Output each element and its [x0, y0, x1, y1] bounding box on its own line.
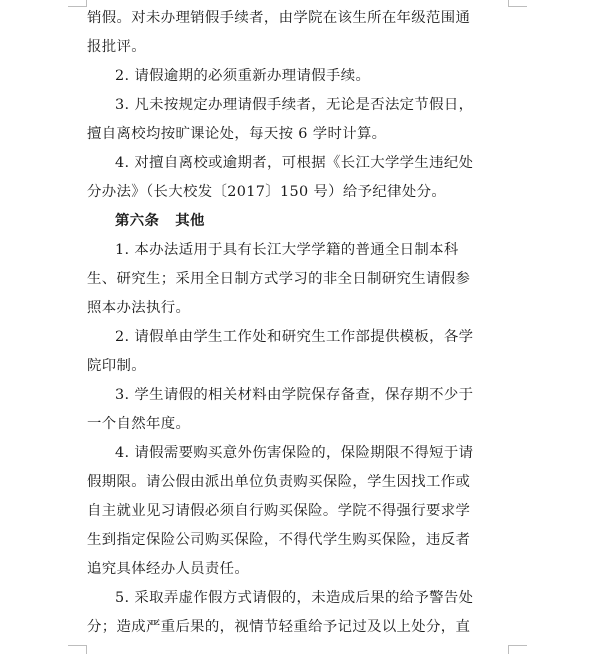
list-item-line: 1. 本办法适用于具有长江大学学籍的普通全日制本科 [115, 242, 459, 258]
paragraph-line: 自主就业见习请假必须自行购买保险。学院不得强行要求学 [87, 503, 471, 519]
paragraph-line: 照本办法执行。 [87, 300, 191, 316]
paragraph-line: 报批评。 [87, 39, 146, 55]
paragraph-line: 生到指定保险公司购买保险，不得代学生购买保险，违反者 [87, 532, 471, 548]
section-heading [87, 207, 507, 236]
paragraph-line: 销假。对未办理销假手续者，由学院在该生所在年级范围通 [87, 10, 471, 26]
list-item-line: 2. 请假单由学生工作处和研究生工作部提供模板，各学 [115, 329, 474, 345]
document-body [87, 4, 507, 642]
paragraph-line: 分办法》（长大校发〔2017〕150 号）给予纪律处分。 [87, 184, 447, 200]
list-item-line: 3. 凡未按规定办理请假手续者，无论是否法定节假日， [115, 97, 474, 113]
list-item-line: 2. 请假逾期的必须重新办理请假手续。 [115, 68, 371, 84]
section-number: 第六条 [115, 213, 160, 229]
list-item-line: 5. 采取弄虚作假方式请假的，未造成后果的给予警告处 [115, 590, 474, 606]
list-item-line: 3. 学生请假的相关材料由学院保存备查，保存期不少于 [115, 387, 474, 403]
paragraph-line: 生、研究生；采用全日制方式学习的非全日制研究生请假参 [87, 271, 471, 287]
crop-mark-top-right [508, 0, 527, 7]
paragraph-line: 追究具体经办人员责任。 [87, 561, 250, 577]
list-item-line: 4. 对擅自离校或逾期者，可根据《长江大学学生违纪处 [115, 155, 474, 171]
section-title: 其他 [175, 213, 205, 229]
paragraph-line: 擅自离校均按旷课论处，每天按 6 学时计算。 [87, 126, 387, 142]
list-item-line: 4. 请假需要购买意外伤害保险的，保险期限不得短于请 [115, 445, 474, 461]
paragraph-line: 分；造成严重后果的，视情节轻重给予记过及以上处分，直 [87, 619, 471, 635]
paragraph-line: 一个自然年度。 [87, 416, 191, 432]
crop-mark-top-left [68, 0, 87, 7]
paragraph-line: 院印制。 [87, 358, 146, 374]
paragraph-line: 假期限。请公假由派出单位负责购买保险，学生因找工作或 [87, 474, 471, 490]
